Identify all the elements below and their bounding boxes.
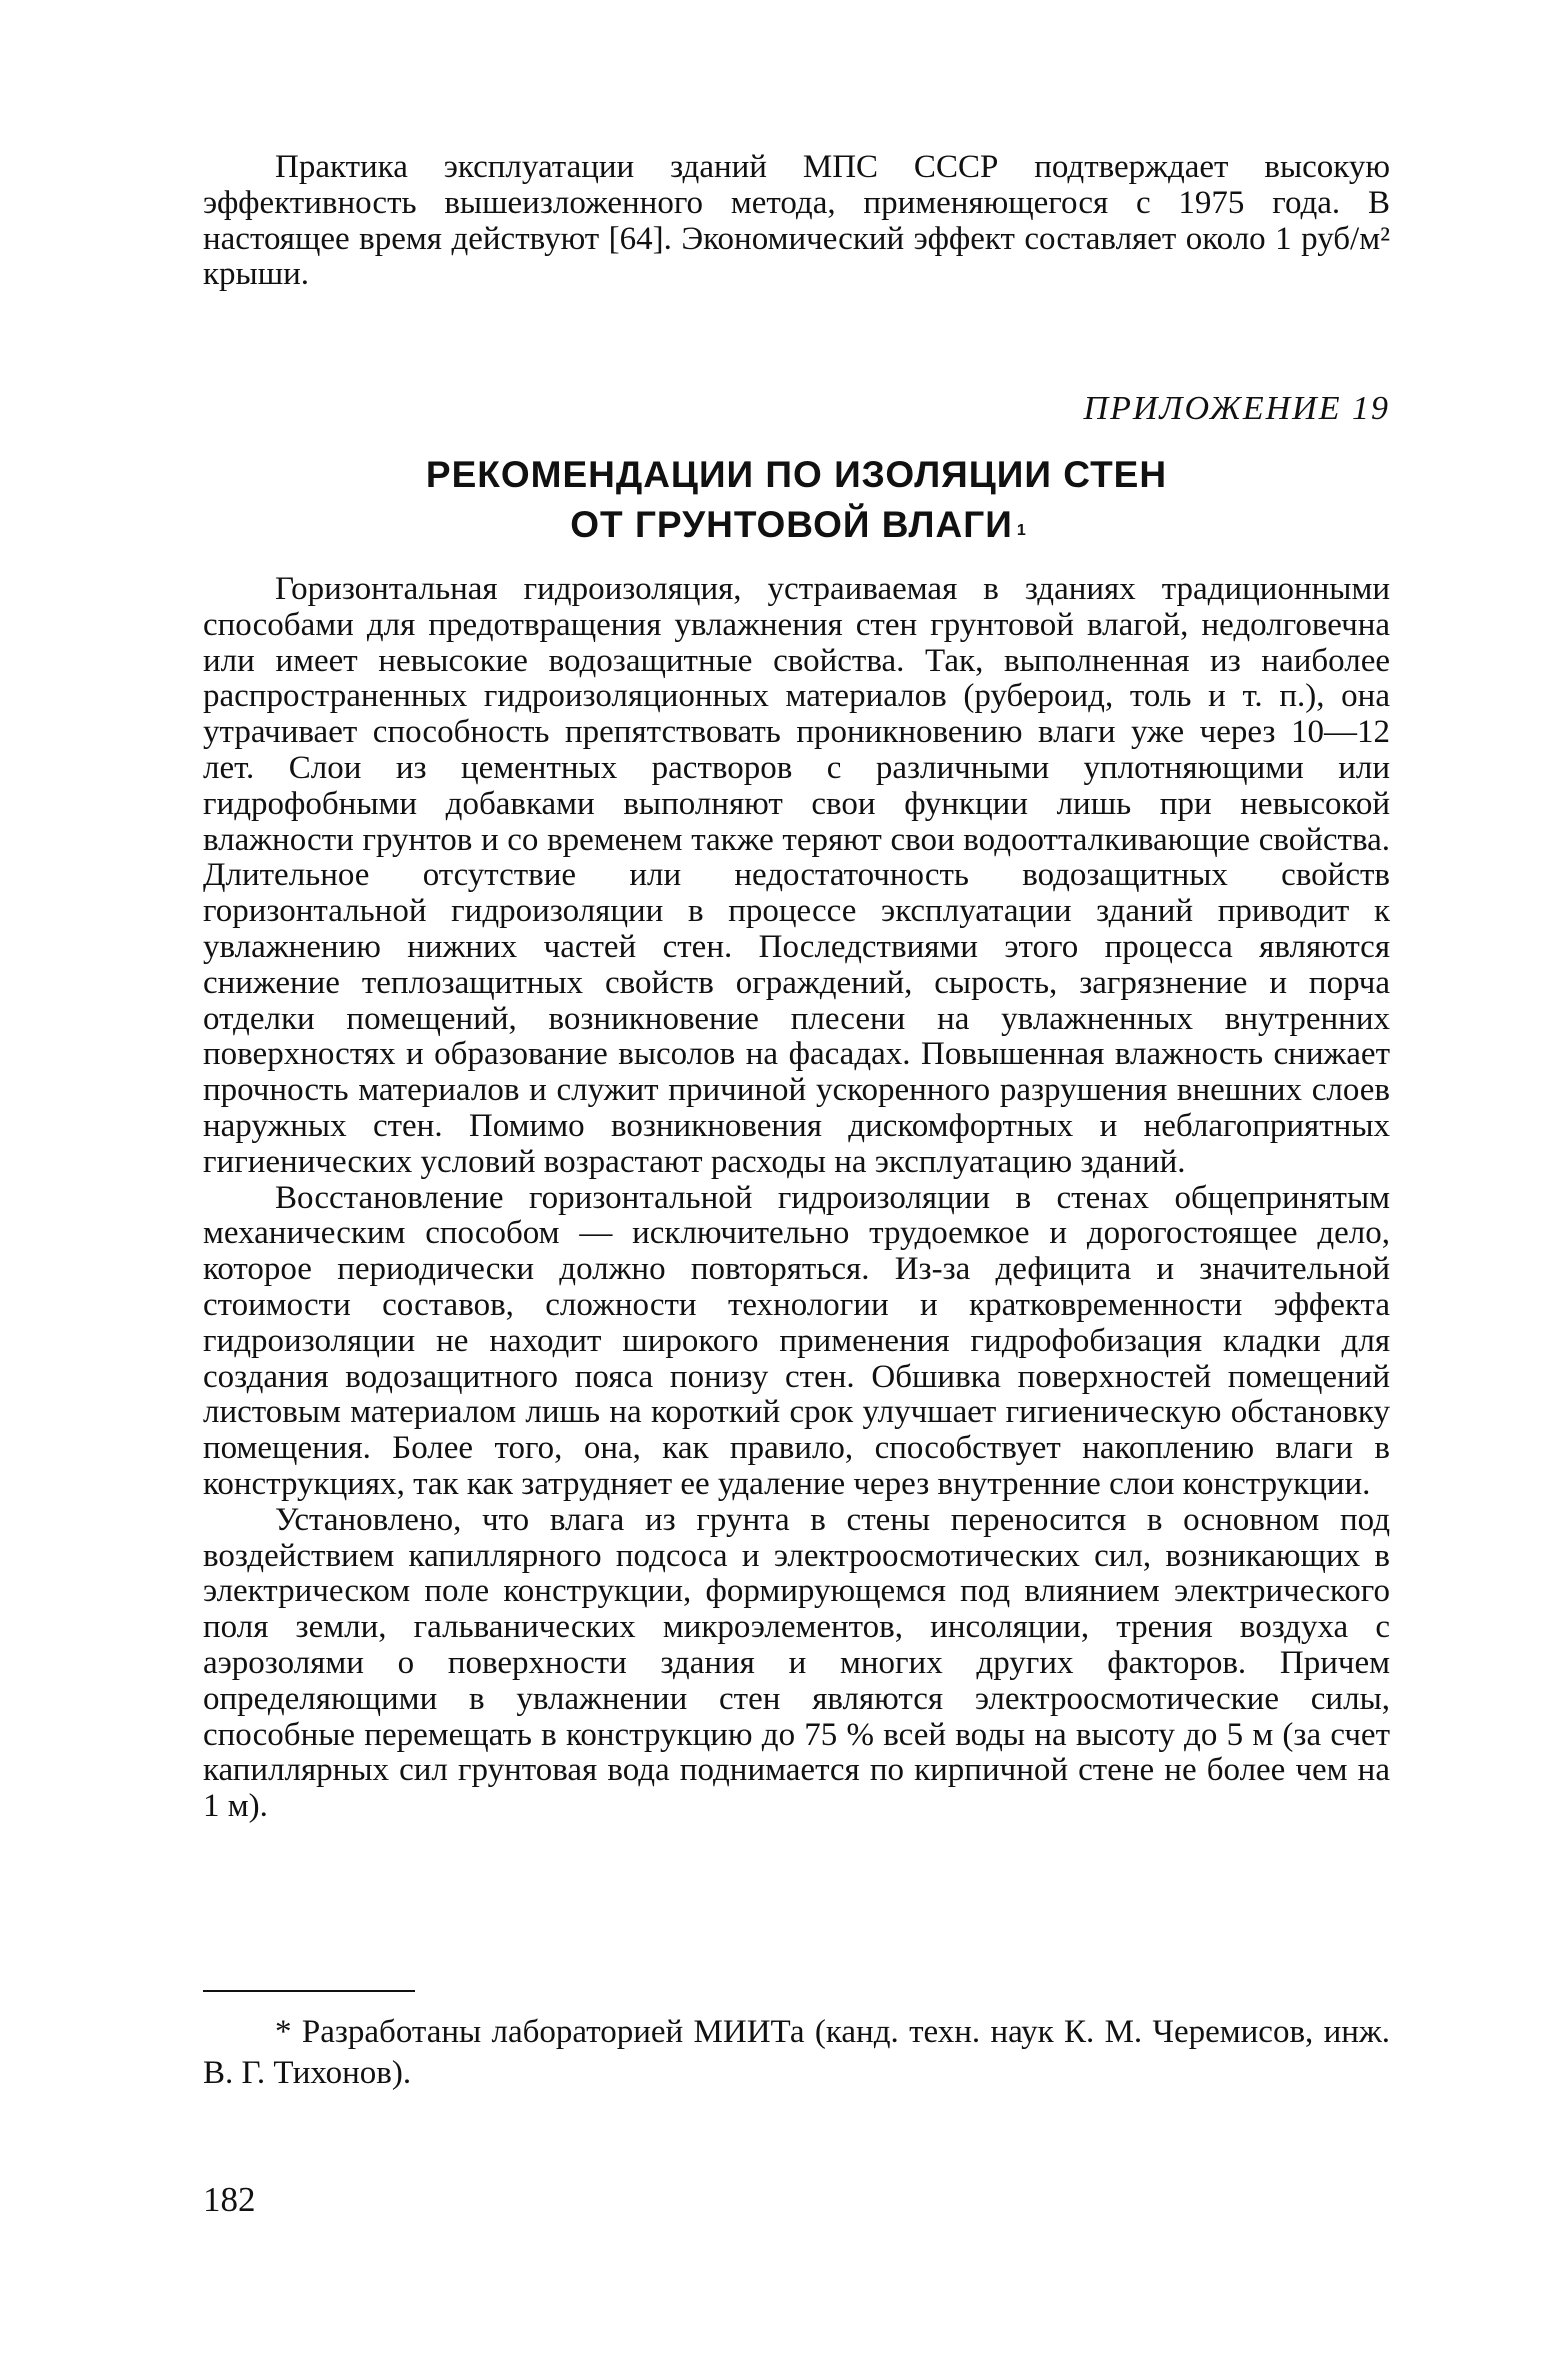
- intro-paragraph: Практика эксплуатации зданий МПС СССР подтверждает высокую эффективность вышеизложенного метода, применяющегося с 1975 года. В настоящее время действуют [64]. Экономический эффект составляет около 1 руб/м² крыши.: [203, 149, 1390, 293]
- body-text: [203, 572, 1390, 1825]
- title-line-1: РЕКОМЕНДАЦИИ ПО ИЗОЛЯЦИИ СТЕН: [425, 454, 1168, 495]
- footnote-divider: [203, 1990, 415, 1992]
- title-footnote-mark: 1: [1016, 522, 1027, 539]
- appendix-label: ПРИЛОЖЕНИЕ 19: [1083, 390, 1390, 427]
- title-line-2: ОТ ГРУНТОВОЙ ВЛАГИ: [570, 504, 1013, 545]
- paragraph-2: Восстановление горизонтальной гидроизоляции в стенах общепринятым механическим способом — исключительно трудоемкое и дорогостоящее дело, которое периодически должно повторяться. Из-за дефицита и значительной стоимости составов, сложности технологии и кратковременности эффекта гидроизоляции не находит широкого применения гидрофобизация кладки для создания водозащитного пояса понизу стен. Обшивка поверхностей помещений листовым материалом лишь на короткий срок улучшает гигиеническую обстановку помещения. Более того, она, как правило, способствует накоплению влаги в конструкциях, так как затрудняет ее удаление через внутренние слои конструкции.: [203, 1179, 1390, 1502]
- paragraph-1: Горизонтальная гидроизоляция, устраиваемая в зданиях традиционными способами для предотвращения увлажнения стен грунтовой влагой, недолговечна или имеет невысокие водозащитные свойства. Так, выполненная из наиболее распространенных гидроизоляционных материалов (рубероид, толь и т. п.), она утрачивает способность препятствовать проникновению влаги уже через 10—12 лет. Слои из цементных растворов с различными уплотняющими или гидрофобными добавками выполняют свои функции лишь при невысокой влажности грунтов и со временем также теряют свои водоотталкивающие свойства. Длительное отсутствие или недостаточность водозащитных свойств горизонтальной гидроизоляции в процессе эксплуатации зданий приводит к увлажнению нижних частей стен. Последствиями этого процесса являются снижение теплозащитных свойств ограждений, сырость, загрязнение и порча отделки помещений, возникновение плесени на увлажненных внутренних поверхностях и образование высолов на фасадах. Повышенная влажность снижает прочность материалов и служит причиной ускоренного разрушения внешних слоев наружных стен. Помимо возникновения дискомфортных и неблагоприятных гигиенических условий возрастают расходы на эксплуатацию зданий.: [203, 571, 1390, 1180]
- footnote: * Разработаны лабораторией МИИТа (канд. техн. наук К. М. Черемисов, инж. В. Г. Тихонов).: [203, 2014, 1390, 2091]
- paragraph-3: Установлено, что влага из грунта в стены переносится в основном под воздействием капиллярного подсоса и электроосмотических сил, возникающих в электрическом поле конструкции, формирующемся под влиянием электрического поля земли, гальванических микроэлементов, инсоляции, трения воздуха с аэрозолями о поверхности здания и многих других факторов. Причем определяющими в увлажнении стен являются электроосмотические силы, способные перемещать в конструкцию до 75 % всей воды на высоту до 5 м (за счет капиллярных сил грунтовая вода поднимается по кирпичной стене не более чем на 1 м).: [203, 1501, 1390, 1825]
- section-title: [203, 450, 1390, 550]
- page-number: 182: [203, 2180, 256, 2219]
